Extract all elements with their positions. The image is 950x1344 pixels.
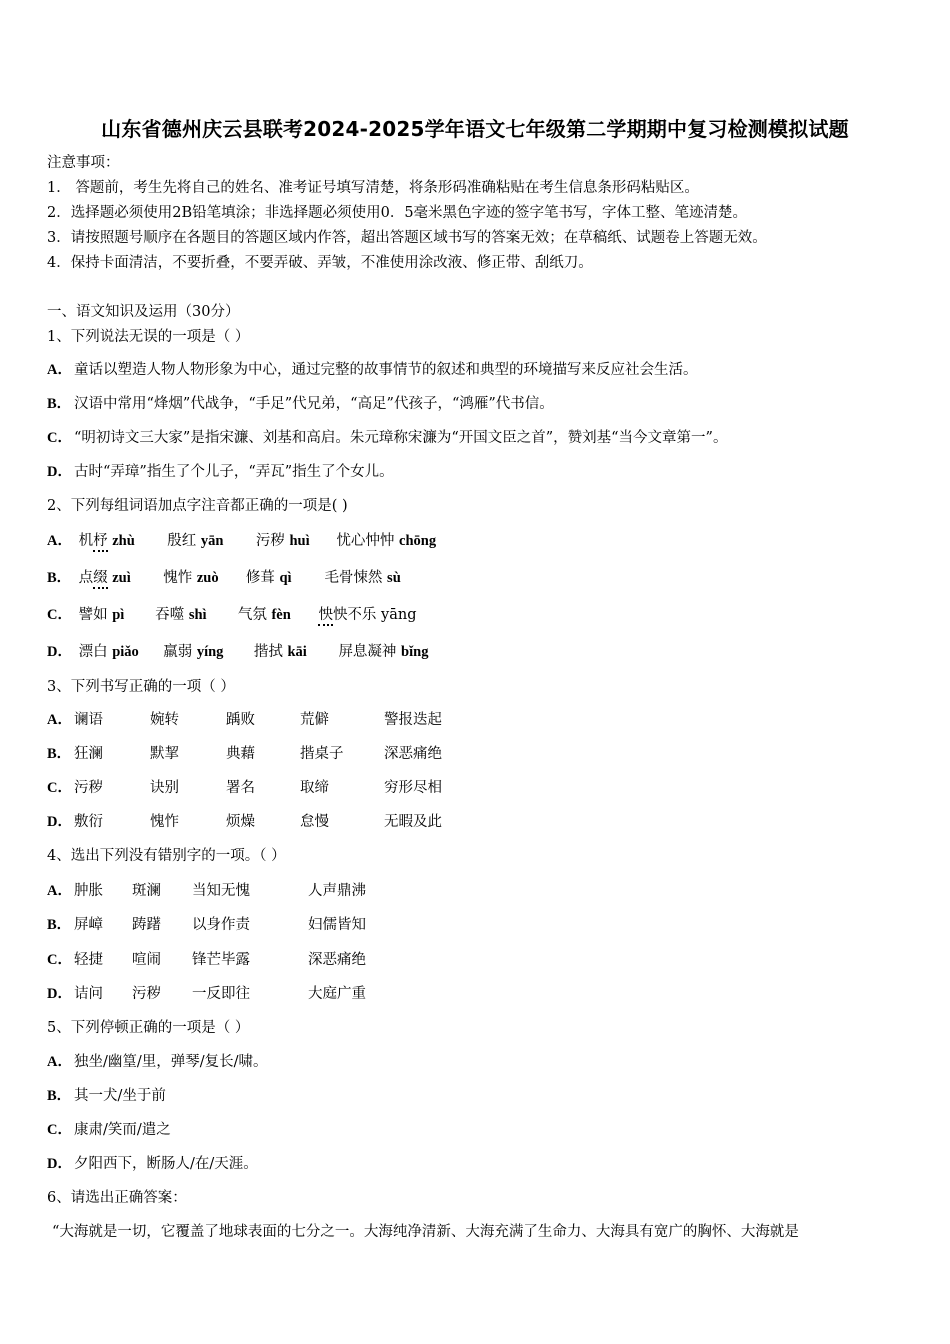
word: 荒僻: [300, 712, 329, 728]
word: 烦燥: [226, 814, 255, 830]
question-3-stem: 3、下列书写正确的一项（ ）: [47, 679, 235, 695]
question-2-option-c: [47, 605, 417, 625]
question-4-option-a: [47, 881, 366, 901]
option-letter: D．: [47, 644, 72, 660]
option-letter: A．: [47, 533, 72, 549]
question-6-passage: “大海就是一切，它覆盖了地球表面的七分之一。大海纯净清新、大海充满了生命力、大海具有宽广的胸怀、大海就是: [52, 1224, 799, 1240]
notice-heading: 注意事项：: [47, 155, 120, 171]
question-3-option-d: [47, 812, 442, 832]
word: 怠慢: [300, 814, 329, 830]
option-letter: B．: [47, 570, 72, 586]
option-text: 康肃/笑而/遣之: [74, 1122, 171, 1138]
option-letter: B．: [47, 746, 72, 762]
word: 谰语: [74, 712, 103, 728]
question-4-option-c: [47, 950, 366, 970]
question-5-option-c: [47, 1120, 171, 1140]
option-letter: B．: [47, 396, 72, 412]
option-letter: C．: [47, 1122, 72, 1138]
question-1-option-d: [47, 462, 394, 482]
notice-item: 2．选择题必须使用2B铅笔填涂；非选择题必须使用0．5毫米黑色字迹的签字笔书写，字体工整、笔迹清楚。: [47, 205, 748, 221]
question-5-stem: 5、下列停顿正确的一项是（ ）: [47, 1020, 250, 1036]
word: 肿胀: [74, 883, 103, 899]
pinyin-term: 羸弱 yíng: [163, 644, 224, 660]
pinyin-term: 忧心忡忡 chōng: [336, 533, 437, 549]
question-1-option-b: [47, 394, 554, 414]
word: 取缔: [300, 780, 329, 796]
pinyin-term: 修葺 qì: [245, 570, 292, 586]
word: 轻捷: [74, 952, 103, 968]
word: 警报迭起: [384, 712, 442, 728]
pinyin-term: 殷红 yān: [167, 533, 224, 549]
pinyin-term: 屏息凝神 bǐng: [338, 644, 429, 660]
word: 踽败: [226, 712, 255, 728]
word: 屏嶂: [74, 917, 103, 933]
word: 污秽: [74, 780, 103, 796]
notice-item: 1． 答题前，考生先将自己的姓名、准考证号填写清楚，将条形码准确粘贴在考生信息条形码粘贴区。: [47, 180, 699, 196]
word: 揩桌子: [300, 746, 344, 762]
word: 愧怍: [150, 814, 179, 830]
word: 无暇及此: [384, 814, 442, 830]
option-letter: A．: [47, 712, 72, 728]
option-letter: C．: [47, 607, 72, 623]
word: 深恶痛绝: [384, 746, 442, 762]
word: 婉转: [150, 712, 179, 728]
notice-item: 4．保持卡面清洁，不要折叠，不要弄破、弄皱，不准使用涂改液、修正带、刮纸刀。: [47, 255, 593, 271]
option-letter: B．: [47, 1088, 72, 1104]
notice-item: 3．请按照题号顺序在各题目的答题区域内作答，超出答题区域书写的答案无效；在草稿纸、试题卷上答题无效。: [47, 230, 767, 246]
question-1-stem: 1、下列说法无误的一项是（ ）: [47, 329, 250, 345]
pinyin-term: 漂白 piǎo: [78, 644, 139, 660]
question-2-option-b: [47, 568, 401, 588]
option-letter: A．: [47, 1054, 72, 1070]
word: 诘问: [74, 986, 103, 1002]
option-text: 独坐/幽篁/里，弹琴/复长/啸。: [74, 1054, 268, 1070]
word: 默挈: [150, 746, 179, 762]
option-text: 夕阳西下，断肠人/在/天涯。: [74, 1156, 258, 1172]
option-letter: C．: [47, 430, 72, 446]
option-letter: D．: [47, 464, 72, 480]
question-5-option-a: [47, 1052, 268, 1072]
option-text: “明初诗文三大家”是指宋濂、刘基和高启。朱元璋称宋濂为“开国文臣之首”，赞刘基“当今文章第一”。: [74, 430, 728, 446]
word: 一反即往: [192, 986, 250, 1002]
option-text: 古时“弄璋”指生了个儿子，“弄瓦”指生了个女儿。: [74, 464, 394, 480]
word: 穷形尽相: [384, 780, 442, 796]
option-letter: D．: [47, 814, 72, 830]
option-letter: A．: [47, 362, 72, 378]
question-1-option-c: [47, 428, 727, 448]
question-6-stem: 6、请选出正确答案：: [47, 1190, 187, 1206]
pinyin-term: 气氛 fèn: [237, 607, 291, 623]
question-5-option-d: [47, 1154, 258, 1174]
option-letter: A．: [47, 883, 72, 899]
question-3-option-c: [47, 778, 442, 798]
pinyin-term: 譬如 pì: [78, 607, 125, 623]
section-heading: 一、语文知识及运用（30分）: [47, 304, 240, 320]
option-letter: D．: [47, 986, 72, 1002]
question-3-option-b: [47, 744, 442, 764]
page-title: 山东省德州庆云县联考2024-2025学年语文七年级第二学期期中复习检测模拟试题: [101, 117, 849, 141]
question-3-option-a: [47, 710, 442, 730]
option-text: 汉语中常用“烽烟”代战争，“手足”代兄弟，“高足”代孩子，“鸿雁”代书信。: [74, 396, 554, 412]
option-text: 童话以塑造人物人物形象为中心，通过完整的故事情节的叙述和典型的环境描写来反应社会生活。: [74, 362, 698, 378]
word: 狂澜: [74, 746, 103, 762]
option-text: 其一犬/坐于前: [74, 1088, 166, 1104]
word: 以身作责: [192, 917, 250, 933]
option-letter: C．: [47, 780, 72, 796]
pinyin-term: 揩拭 kāi: [253, 644, 307, 660]
pinyin-term: 点缀 zuì: [79, 568, 159, 588]
word: 踌躇: [132, 917, 161, 933]
question-2-option-a: [47, 531, 436, 551]
word: 妇儒皆知: [308, 917, 366, 933]
word: 敷衍: [74, 814, 103, 830]
word: 人声鼎沸: [308, 883, 366, 899]
pinyin-term: 毛骨悚然 sù: [324, 570, 401, 586]
pinyin-term: 怏怏不乐 yāng: [318, 605, 416, 625]
question-4-option-d: [47, 984, 366, 1004]
option-letter: D．: [47, 1156, 72, 1172]
pinyin-term: 机杼 zhù: [79, 531, 163, 551]
question-2-stem: 2、下列每组词语加点字注音都正确的一项是( ): [47, 498, 348, 514]
word: 典藉: [226, 746, 255, 762]
option-letter: C．: [47, 952, 72, 968]
word: 喧闹: [132, 952, 161, 968]
question-2-option-d: [47, 642, 428, 662]
pinyin-term: 污秽 huì: [255, 533, 310, 549]
question-4-stem: 4、选出下列没有错别字的一项。（ ）: [47, 848, 286, 864]
word: 锋芒毕露: [192, 952, 250, 968]
question-4-option-b: [47, 915, 366, 935]
pinyin-term: 愧怍 zuò: [163, 570, 219, 586]
word: 署名: [226, 780, 255, 796]
word: 斑澜: [132, 883, 161, 899]
word: 大庭广重: [308, 986, 366, 1002]
question-5-option-b: [47, 1086, 166, 1106]
word: 当知无愧: [192, 883, 250, 899]
option-letter: B．: [47, 917, 72, 933]
word: 污秽: [132, 986, 161, 1002]
word: 深恶痛绝: [308, 952, 366, 968]
word: 诀别: [150, 780, 179, 796]
question-1-option-a: [47, 360, 698, 380]
pinyin-term: 吞噬 shì: [155, 607, 207, 623]
